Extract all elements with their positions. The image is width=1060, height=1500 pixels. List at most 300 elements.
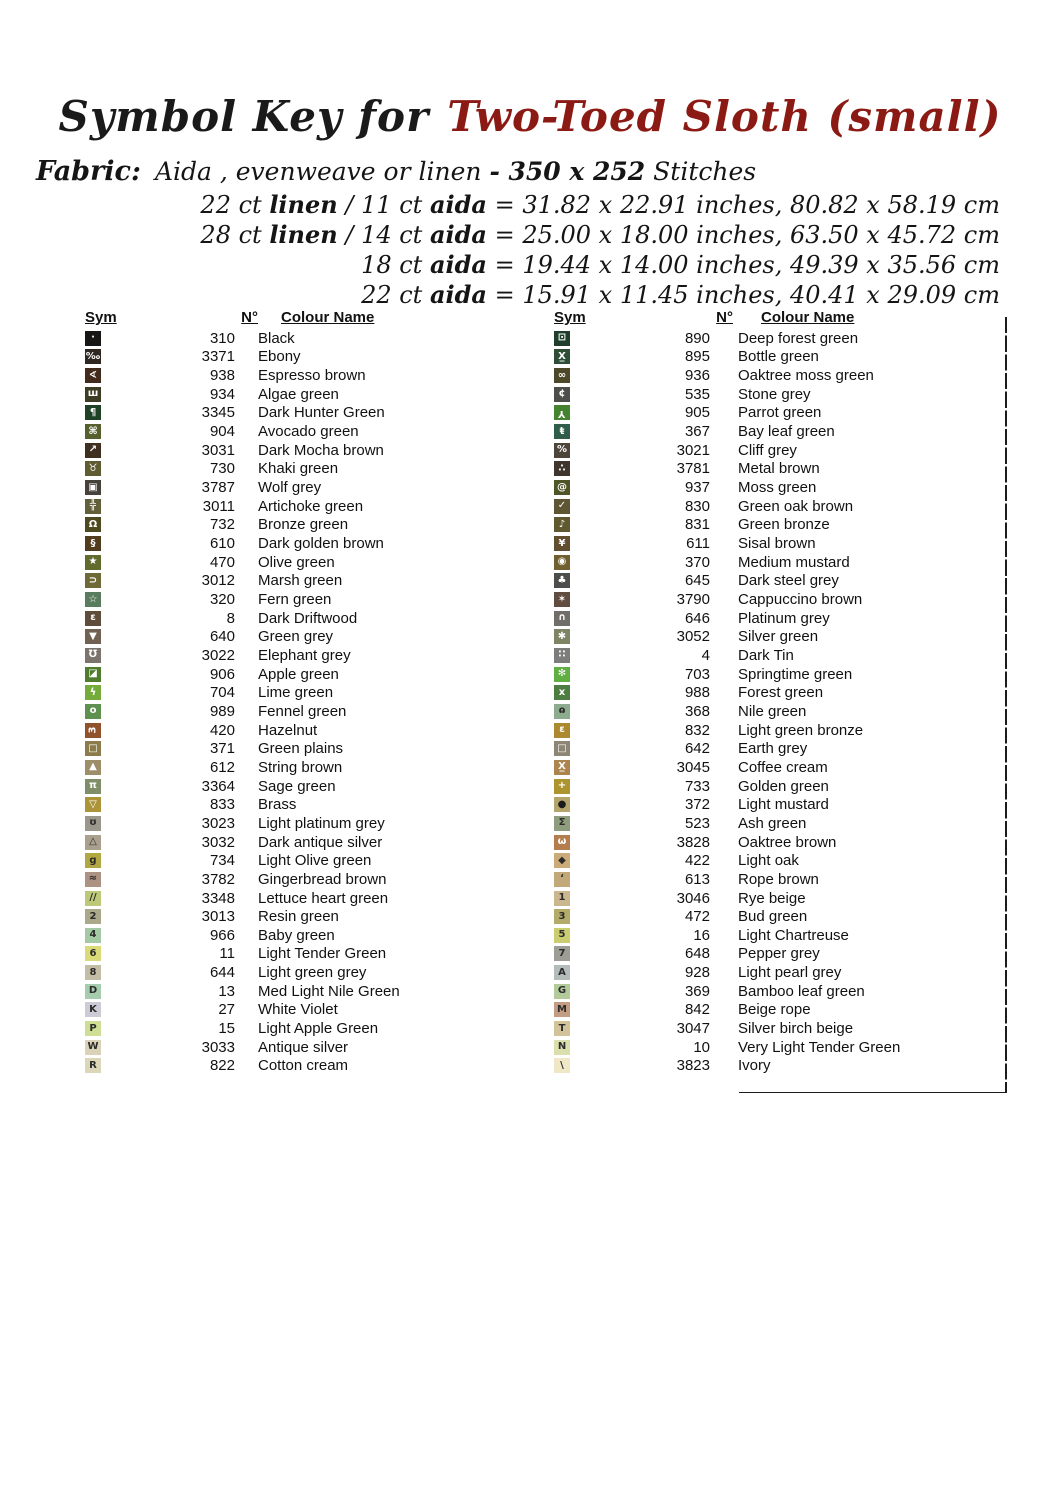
table-row bbox=[85, 516, 400, 535]
stitch-symbol-icon: ∷ bbox=[554, 648, 570, 663]
table-row bbox=[85, 628, 400, 647]
stitch-symbol-icon: π bbox=[85, 779, 101, 794]
table-row bbox=[554, 348, 900, 367]
thread-number: 934 bbox=[209, 385, 235, 403]
table-row bbox=[554, 1057, 900, 1076]
thread-number: 367 bbox=[684, 423, 710, 441]
thread-number: 645 bbox=[684, 572, 710, 590]
table-row bbox=[554, 366, 900, 385]
thread-number: 320 bbox=[209, 591, 235, 609]
table-row bbox=[554, 1019, 900, 1038]
table-row bbox=[85, 404, 400, 423]
table-row bbox=[554, 590, 900, 609]
table-row bbox=[85, 534, 400, 553]
colour-name: Beige rope bbox=[738, 1001, 811, 1019]
colour-name: Green bronze bbox=[738, 516, 830, 534]
table-row bbox=[85, 1001, 400, 1020]
stitch-symbol-icon: X̲ bbox=[554, 760, 570, 775]
colour-name: Sage green bbox=[258, 777, 336, 795]
thread-number: 648 bbox=[684, 945, 710, 963]
thread-number: 3782 bbox=[201, 870, 235, 888]
thread-number: 730 bbox=[209, 460, 235, 478]
table-row bbox=[85, 422, 400, 441]
stitch-symbol-icon: G bbox=[554, 984, 570, 999]
size-conversion-list bbox=[40, 190, 1000, 310]
thread-number: 831 bbox=[684, 516, 710, 534]
colour-name: Khaki green bbox=[258, 460, 339, 478]
stitch-symbol-icon: ⌘ bbox=[85, 424, 101, 439]
thread-number: 4 bbox=[701, 646, 710, 664]
colour-name: Light green bronze bbox=[738, 721, 864, 739]
thread-number: 3045 bbox=[676, 758, 710, 776]
thread-number: 310 bbox=[209, 329, 235, 347]
stitch-symbol-icon: g bbox=[85, 853, 101, 868]
stitch-symbol-icon: Y bbox=[554, 405, 570, 420]
thread-number: 13 bbox=[218, 982, 235, 1000]
stitch-symbol-icon: ‰ bbox=[85, 349, 101, 364]
table-row bbox=[554, 422, 900, 441]
thread-number: 472 bbox=[684, 908, 710, 926]
thread-number: 369 bbox=[684, 982, 710, 1000]
colour-name: Elephant grey bbox=[258, 646, 351, 664]
stitch-symbol-icon: ɛ bbox=[85, 611, 101, 626]
thread-number: 3364 bbox=[201, 777, 235, 795]
colour-name: Hazelnut bbox=[258, 721, 318, 739]
table-row bbox=[85, 441, 400, 460]
thread-number: 11 bbox=[219, 945, 235, 963]
stitch-symbol-icon: ● bbox=[554, 797, 570, 812]
thread-number: 3047 bbox=[676, 1020, 710, 1038]
thread-number: 640 bbox=[209, 628, 235, 646]
stitch-symbol-icon: ▽ bbox=[85, 797, 101, 812]
table-row bbox=[85, 478, 400, 497]
table-row bbox=[554, 385, 900, 404]
stitch-symbol-icon: ✓ bbox=[554, 499, 570, 514]
table-row bbox=[85, 758, 400, 777]
thread-number: 8 bbox=[226, 609, 235, 627]
table-row bbox=[85, 795, 400, 814]
thread-number: 3371 bbox=[201, 348, 235, 366]
colour-name: Light platinum grey bbox=[258, 814, 385, 832]
thread-number: 988 bbox=[684, 684, 710, 702]
colour-name: String brown bbox=[258, 758, 343, 776]
table-row bbox=[554, 441, 900, 460]
table-row bbox=[85, 366, 400, 385]
colour-name: Algae green bbox=[258, 385, 339, 403]
stitch-symbol-icon: 2 bbox=[85, 909, 101, 924]
table-row bbox=[554, 329, 900, 348]
table-row bbox=[85, 963, 400, 982]
thread-number: 842 bbox=[684, 1001, 710, 1019]
stitch-symbol-icon: ω bbox=[554, 835, 570, 850]
thread-number: 644 bbox=[209, 964, 235, 982]
stitch-symbol-icon: % bbox=[554, 443, 570, 458]
table-row bbox=[554, 777, 900, 796]
table-row bbox=[554, 516, 900, 535]
colour-name: Ash green bbox=[738, 814, 807, 832]
stitch-symbol-icon: 6 bbox=[85, 946, 101, 961]
thread-number: 535 bbox=[684, 385, 710, 403]
table-row bbox=[85, 348, 400, 367]
stitch-symbol-icon: ɷ bbox=[554, 704, 570, 719]
thread-number: 15 bbox=[218, 1020, 235, 1038]
colour-name: Rope brown bbox=[738, 870, 819, 888]
stitch-symbol-icon: ▲ bbox=[85, 760, 101, 775]
thread-number: 822 bbox=[209, 1057, 235, 1075]
table-row bbox=[85, 497, 400, 516]
colour-name: Dark steel grey bbox=[738, 572, 839, 590]
thread-number: 3022 bbox=[201, 646, 235, 664]
table-row bbox=[554, 609, 900, 628]
thread-number: 3046 bbox=[676, 889, 710, 907]
thread-number: 611 bbox=[686, 535, 710, 553]
table-row bbox=[554, 683, 900, 702]
colour-name: Artichoke green bbox=[258, 497, 364, 515]
colour-name: Baby green bbox=[258, 926, 335, 944]
thread-number: 904 bbox=[209, 423, 235, 441]
thread-number: 3013 bbox=[201, 908, 235, 926]
thread-number: 733 bbox=[684, 777, 710, 795]
stitch-symbol-icon: ¢ bbox=[554, 387, 570, 402]
colour-name: Black bbox=[258, 329, 295, 347]
thread-number: 3031 bbox=[201, 441, 235, 459]
thread-number: 523 bbox=[684, 814, 710, 832]
stitch-symbol-icon: A bbox=[554, 965, 570, 980]
table-row bbox=[85, 1057, 400, 1076]
colour-name: Moss green bbox=[738, 479, 817, 497]
thread-number: 372 bbox=[684, 796, 710, 814]
fabric-label: Fabric: bbox=[36, 156, 141, 187]
stitch-symbol-icon: ♪ bbox=[554, 517, 570, 532]
header-number: N° bbox=[716, 309, 733, 326]
stitch-symbol-icon: ✻ bbox=[554, 667, 570, 682]
stitch-symbol-icon: P bbox=[85, 1021, 101, 1036]
table-row bbox=[85, 1038, 400, 1057]
table-right-border bbox=[1005, 317, 1007, 1093]
stitch-symbol-icon: ◉ bbox=[554, 555, 570, 570]
table-row bbox=[554, 478, 900, 497]
colour-name: Olive green bbox=[258, 553, 335, 571]
table-row bbox=[554, 497, 900, 516]
stitch-symbol-icon: ♣ bbox=[554, 573, 570, 588]
colour-name: Ebony bbox=[258, 348, 301, 366]
colour-name: Fennel green bbox=[258, 702, 347, 720]
table-row bbox=[554, 460, 900, 479]
table-row bbox=[85, 590, 400, 609]
colour-name: Green grey bbox=[258, 628, 334, 646]
stitch-symbol-icon: ↗ bbox=[85, 443, 101, 458]
stitch-symbol-icon: ★ bbox=[85, 555, 101, 570]
stitch-symbol-icon: 1 bbox=[554, 891, 570, 906]
stitch-symbol-icon: + bbox=[554, 779, 570, 794]
thread-number: 612 bbox=[209, 758, 235, 776]
thread-number: 613 bbox=[684, 870, 710, 888]
colour-name: Cliff grey bbox=[738, 441, 797, 459]
stitch-symbol-icon: ∴ bbox=[554, 461, 570, 476]
thread-number: 642 bbox=[684, 740, 710, 758]
stitch-symbol-icon: § bbox=[85, 536, 101, 551]
colour-name: Dark antique silver bbox=[258, 833, 383, 851]
thread-number: 3023 bbox=[201, 814, 235, 832]
page-title bbox=[0, 92, 1060, 141]
colour-name: Bottle green bbox=[738, 348, 819, 366]
table-row bbox=[554, 665, 900, 684]
fabric-info bbox=[36, 156, 1026, 187]
table-row bbox=[554, 702, 900, 721]
stitch-symbol-icon: ¶ bbox=[85, 405, 101, 420]
thread-number: 928 bbox=[684, 964, 710, 982]
colour-name: Dark Driftwood bbox=[258, 609, 358, 627]
thread-number: 936 bbox=[684, 367, 710, 385]
stitch-symbol-icon: T bbox=[554, 1021, 570, 1036]
colour-name: Green oak brown bbox=[738, 497, 854, 515]
stitch-symbol-icon: ☆ bbox=[85, 592, 101, 607]
colour-name: Metal brown bbox=[738, 460, 820, 478]
colour-name: Wolf grey bbox=[258, 479, 322, 497]
thread-number: 3823 bbox=[676, 1057, 710, 1075]
thread-number: 422 bbox=[684, 852, 710, 870]
table-row bbox=[85, 329, 400, 348]
table-row bbox=[554, 628, 900, 647]
thread-number: 833 bbox=[209, 796, 235, 814]
stitch-symbol-icon: ⊡ bbox=[554, 331, 570, 346]
thread-number: 420 bbox=[209, 721, 235, 739]
table-row bbox=[554, 833, 900, 852]
colour-name: Brass bbox=[258, 796, 297, 814]
stitch-symbol-icon: W bbox=[85, 1040, 101, 1055]
stitch-symbol-icon: ℧ bbox=[85, 648, 101, 663]
size-line-3: 18 ct aida = 19.44 x 14.00 inches, 49.39 x 35.56 cm bbox=[361, 250, 1000, 279]
stitch-symbol-icon: · bbox=[85, 331, 101, 346]
stitch-symbol-icon: ε bbox=[554, 723, 570, 738]
thread-number: 3033 bbox=[201, 1038, 235, 1056]
colour-name: Deep forest green bbox=[738, 329, 859, 347]
stitch-symbol-icon: // bbox=[85, 891, 101, 906]
table-row bbox=[85, 1019, 400, 1038]
colour-name: Silver birch beige bbox=[738, 1020, 854, 1038]
thread-number: 832 bbox=[684, 721, 710, 739]
thread-number: 3012 bbox=[201, 572, 235, 590]
table-row bbox=[85, 851, 400, 870]
thread-number: 368 bbox=[684, 702, 710, 720]
table-row bbox=[85, 702, 400, 721]
table-row bbox=[85, 683, 400, 702]
thread-number: 10 bbox=[693, 1038, 710, 1056]
table-row bbox=[554, 646, 900, 665]
table-row bbox=[85, 889, 400, 908]
colour-name: Light Olive green bbox=[258, 852, 372, 870]
colour-name: Green plains bbox=[258, 740, 344, 758]
table-row bbox=[85, 833, 400, 852]
colour-name: Espresso brown bbox=[258, 367, 366, 385]
stitch-symbol-icon: ♉ bbox=[85, 461, 101, 476]
colour-name: Avocado green bbox=[258, 423, 359, 441]
header-sym: Sym bbox=[554, 309, 586, 326]
stitch-symbol-icon: N bbox=[554, 1040, 570, 1055]
table-row bbox=[85, 721, 400, 740]
stitch-symbol-icon: ▼ bbox=[85, 629, 101, 644]
stitch-symbol-icon: □ bbox=[85, 741, 101, 756]
stitch-symbol-icon: K bbox=[85, 1002, 101, 1017]
colour-name: Cappuccino brown bbox=[738, 591, 863, 609]
thread-number: 905 bbox=[684, 404, 710, 422]
table-row bbox=[554, 1038, 900, 1057]
thread-number: 3790 bbox=[676, 591, 710, 609]
table-row bbox=[554, 889, 900, 908]
stitch-symbol-icon: ✱ bbox=[554, 629, 570, 644]
colour-name: Sisal brown bbox=[738, 535, 816, 553]
thread-number: 906 bbox=[209, 665, 235, 683]
colour-name: Nile green bbox=[738, 702, 807, 720]
thread-number: 3021 bbox=[676, 441, 710, 459]
thread-number: 3345 bbox=[201, 404, 235, 422]
colour-name: Med Light Nile Green bbox=[258, 982, 400, 1000]
thread-number: 3348 bbox=[201, 889, 235, 907]
table-row bbox=[554, 851, 900, 870]
stitch-symbol-icon: ◪ bbox=[85, 667, 101, 682]
stitch-symbol-icon: ʻ bbox=[554, 872, 570, 887]
colour-name: Apple green bbox=[258, 665, 339, 683]
colour-name: Coffee cream bbox=[738, 758, 828, 776]
header-number: N° bbox=[241, 309, 258, 326]
stitch-symbol-icon: \ bbox=[554, 1058, 570, 1073]
thread-number: 966 bbox=[209, 926, 235, 944]
colour-name: Golden green bbox=[738, 777, 829, 795]
table-row bbox=[554, 814, 900, 833]
table-row bbox=[554, 404, 900, 423]
stitch-symbol-icon: Σ bbox=[554, 816, 570, 831]
table-row bbox=[85, 945, 400, 964]
colour-name: Gingerbread brown bbox=[258, 870, 387, 888]
stitch-count: - 350 x 252 bbox=[489, 157, 646, 186]
stitch-symbol-icon: ŧ bbox=[554, 424, 570, 439]
stitch-symbol-icon: △ bbox=[85, 835, 101, 850]
thread-number: 16 bbox=[693, 926, 710, 944]
thread-number: 704 bbox=[209, 684, 235, 702]
thread-number: 470 bbox=[209, 553, 235, 571]
symbol-key-table-left bbox=[85, 309, 400, 1075]
size-line-4: 22 ct aida = 15.91 x 11.45 inches, 40.41 x 29.09 cm bbox=[361, 280, 1000, 309]
table-row bbox=[85, 385, 400, 404]
colour-name: Stone grey bbox=[738, 385, 811, 403]
size-line-2: 28 ct linen / 14 ct aida = 25.00 x 18.00 inches, 63.50 x 45.72 cm bbox=[200, 220, 1000, 249]
table-row bbox=[85, 926, 400, 945]
thread-number: 895 bbox=[684, 348, 710, 366]
header-colour-name: Colour Name bbox=[281, 309, 375, 326]
table-bottom-border bbox=[739, 1092, 1007, 1093]
header-colour-name: Colour Name bbox=[761, 309, 855, 326]
colour-name: White Violet bbox=[258, 1001, 338, 1019]
thread-number: 3052 bbox=[676, 628, 710, 646]
table-row bbox=[554, 572, 900, 591]
colour-name: Forest green bbox=[738, 684, 824, 702]
table-row bbox=[554, 870, 900, 889]
table-row bbox=[85, 739, 400, 758]
stitch-symbol-icon: M bbox=[554, 1002, 570, 1017]
colour-name: Lettuce heart green bbox=[258, 889, 389, 907]
table-row bbox=[85, 646, 400, 665]
colour-name: Very Light Tender Green bbox=[738, 1038, 901, 1056]
colour-name: Dark golden brown bbox=[258, 535, 384, 553]
stitch-symbol-icon: 3 bbox=[85, 723, 101, 738]
colour-name: Silver green bbox=[738, 628, 819, 646]
stitch-symbol-icon: ш bbox=[85, 387, 101, 402]
colour-name: Oaktree moss green bbox=[738, 367, 874, 385]
thread-number: 890 bbox=[684, 329, 710, 347]
stitch-symbol-icon: ✶ bbox=[554, 592, 570, 607]
stitch-symbol-icon: ▣ bbox=[85, 480, 101, 495]
table-row bbox=[85, 907, 400, 926]
thread-number: 3781 bbox=[676, 460, 710, 478]
thread-number: 938 bbox=[209, 367, 235, 385]
colour-name: Dark Tin bbox=[738, 646, 794, 664]
colour-name: Light oak bbox=[738, 852, 799, 870]
table-row bbox=[85, 609, 400, 628]
stitch-symbol-icon: ∢ bbox=[85, 368, 101, 383]
table-row bbox=[554, 945, 900, 964]
thread-number: 370 bbox=[684, 553, 710, 571]
table-row bbox=[85, 553, 400, 572]
table-header bbox=[85, 309, 400, 329]
table-row bbox=[85, 777, 400, 796]
stitch-symbol-icon: ϟ bbox=[85, 685, 101, 700]
stitch-symbol-icon: 5 bbox=[554, 928, 570, 943]
colour-name: Lime green bbox=[258, 684, 334, 702]
thread-number: 646 bbox=[684, 609, 710, 627]
stitch-symbol-icon: x bbox=[554, 685, 570, 700]
stitch-symbol-icon: ╬ bbox=[85, 499, 101, 514]
table-row bbox=[554, 907, 900, 926]
stitch-symbol-icon: ∞ bbox=[554, 368, 570, 383]
colour-name: Oaktree brown bbox=[738, 833, 837, 851]
thread-number: 371 bbox=[209, 740, 235, 758]
thread-number: 989 bbox=[209, 702, 235, 720]
table-row bbox=[85, 870, 400, 889]
colour-name: Springtime green bbox=[738, 665, 853, 683]
colour-name: Platinum grey bbox=[738, 609, 830, 627]
stitch-symbol-icon: ∩ bbox=[554, 611, 570, 626]
thread-number: 610 bbox=[209, 535, 235, 553]
colour-name: Medium mustard bbox=[738, 553, 850, 571]
stitch-symbol-icon: X̲ bbox=[554, 349, 570, 364]
colour-name: Bronze green bbox=[258, 516, 349, 534]
fabric-text: Aida , evenweave or linen bbox=[154, 157, 490, 186]
table-row bbox=[554, 926, 900, 945]
colour-name: Light mustard bbox=[738, 796, 829, 814]
thread-number: 937 bbox=[684, 479, 710, 497]
table-row bbox=[554, 1001, 900, 1020]
table-row bbox=[85, 982, 400, 1001]
thread-number: 3828 bbox=[676, 833, 710, 851]
stitch-symbol-icon: ≈ bbox=[85, 872, 101, 887]
table-row bbox=[554, 795, 900, 814]
stitch-symbol-icon: R bbox=[85, 1058, 101, 1073]
title-pattern-name: Two-Toed Sloth (small) bbox=[447, 92, 1002, 141]
symbol-key-table-right bbox=[554, 309, 900, 1075]
colour-name: Ivory bbox=[738, 1057, 771, 1075]
title-prefix: Symbol Key for bbox=[58, 92, 430, 141]
header-sym: Sym bbox=[85, 309, 117, 326]
stitch-symbol-icon: ◆ bbox=[554, 853, 570, 868]
thread-number: 3011 bbox=[202, 497, 235, 515]
table-row bbox=[554, 553, 900, 572]
colour-name: Light Chartreuse bbox=[738, 926, 849, 944]
colour-name: Light pearl grey bbox=[738, 964, 842, 982]
stitch-symbol-icon: @ bbox=[554, 480, 570, 495]
colour-name: Dark Hunter Green bbox=[258, 404, 385, 422]
thread-number: 703 bbox=[684, 665, 710, 683]
table-row bbox=[554, 739, 900, 758]
